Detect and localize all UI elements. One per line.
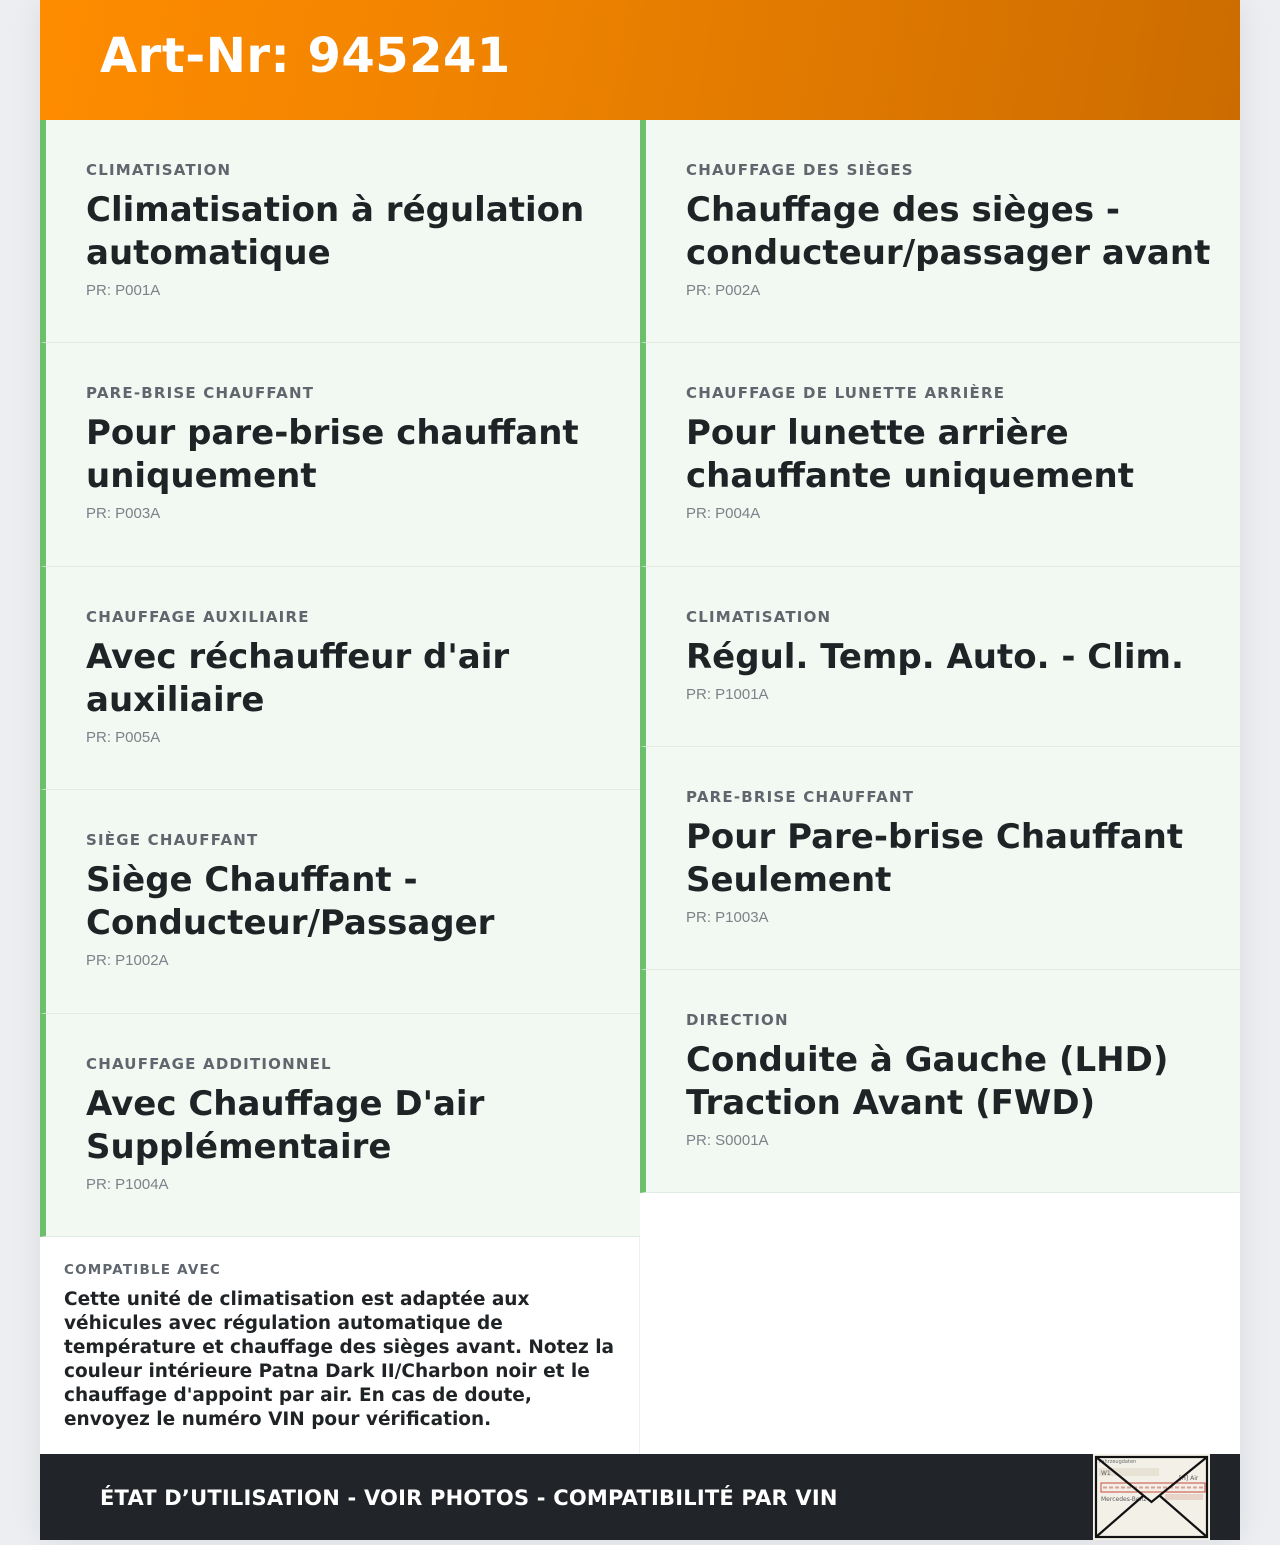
feature-card [40,567,640,790]
feature-pr-code: PR: P002A [686,282,761,299]
feature-title: Conduite à Gauche (LHD) Traction Avant (FWD) [686,1040,1169,1123]
svg-text:W1: W1 [1101,1470,1111,1477]
feature-card [40,1014,640,1237]
feature-category: PARE-BRISE CHAUFFANT [86,384,315,402]
compatibility-note [40,1237,640,1454]
feature-card [640,567,1240,747]
feature-card [40,120,640,343]
feature-pr-code: PR: P1001A [686,686,769,703]
vehicle-data-stamp-thumbnail[interactable] [1093,1454,1210,1540]
feature-card [640,120,1240,343]
feature-title: Régul. Temp. Auto. - Clim. [686,637,1184,677]
article-number-title: Art-Nr: 945241 [100,28,511,84]
feature-category: CHAUFFAGE ADDITIONNEL [86,1055,332,1073]
feature-category: DIRECTION [686,1011,789,1029]
feature-pr-code: PR: P001A [86,282,161,299]
feature-pr-code: PR: P1002A [86,952,169,969]
svg-text:[H] Air: [H] Air [1179,1475,1199,1482]
feature-pr-code: PR: P003A [86,505,161,522]
product-page [40,0,1240,1540]
footer-links[interactable]: ÉTAT D’UTILISATION - VOIR PHOTOS - COMPATIBILITÉ PAR VIN [100,1486,838,1510]
feature-card [640,747,1240,970]
feature-title: Avec Chauffage D'air Supplémentaire [86,1084,485,1167]
envelope-icon [1093,1454,1210,1540]
svg-text:Fahrzeugdaten: Fahrzeugdaten [1099,1459,1137,1465]
feature-pr-code: PR: P1003A [686,909,769,926]
feature-title: Pour pare-brise chauffant uniquement [86,413,579,496]
feature-title: Climatisation à régulation automatique [86,190,585,273]
feature-category: CHAUFFAGE AUXILIAIRE [86,608,310,626]
feature-pr-code: PR: P1004A [86,1176,169,1193]
feature-category: PARE-BRISE CHAUFFANT [686,788,915,806]
feature-title: Chauffage des sièges - conducteur/passager avant [686,190,1211,273]
feature-card [40,343,640,567]
feature-category: SIÈGE CHAUFFANT [86,831,259,849]
feature-category: CLIMATISATION [86,161,232,179]
footer-bar [40,1454,1240,1540]
feature-pr-code: PR: P005A [86,729,161,746]
feature-category: CHAUFFAGE DES SIÈGES [686,161,914,179]
feature-pr-code: PR: S0001A [686,1132,769,1149]
feature-title: Pour lunette arrière chauffante uniquement [686,413,1134,496]
feature-category: CLIMATISATION [686,608,832,626]
compatibility-text: Cette unité de climatisation est adaptée aux véhicules avec régulation automatique de température et chauffage des sièges avant. Notez la couleur intérieure Patna Dark II/Charbon noir et le chauffage d'appoint par air. En cas de doute, envoyez le numéro VIN pour vérification. [64,1289,615,1430]
feature-category: CHAUFFAGE DE LUNETTE ARRIÈRE [686,384,1006,402]
header-banner [40,0,1240,120]
feature-title: Avec réchauffeur d'air auxiliaire [86,637,510,720]
feature-pr-code: PR: P004A [686,505,761,522]
feature-card [40,790,640,1014]
compatibility-label: COMPATIBLE AVEC [64,1262,222,1278]
feature-card [640,970,1240,1193]
feature-card [640,343,1240,567]
feature-title: Siège Chauffant - Conducteur/Passager [86,860,495,943]
feature-title: Pour Pare-brise Chauffant Seulement [686,817,1184,900]
svg-text:Mercedes-Benz: Mercedes-Benz [1101,1496,1147,1503]
